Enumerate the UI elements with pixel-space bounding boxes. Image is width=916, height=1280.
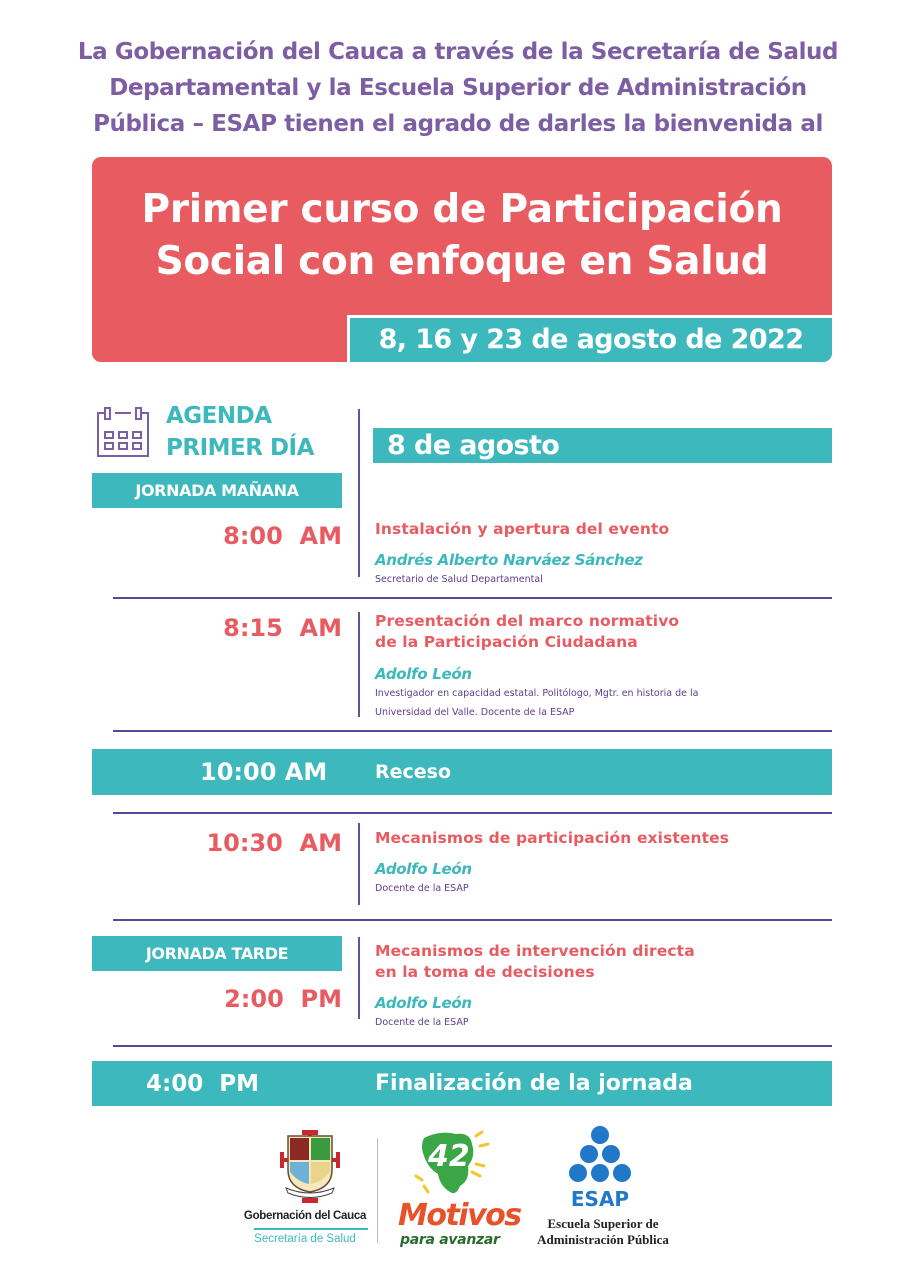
item-time: 8:00 AM: [223, 522, 342, 550]
esap-name-line: Escuela Superior de: [547, 1216, 659, 1231]
motivos-sub: para avanzar: [400, 1232, 500, 1248]
item-time: 8:15 AM: [223, 614, 342, 642]
item-title: Mecanismos de participación existentes: [375, 829, 730, 847]
gobernacion-logo: [240, 1120, 365, 1255]
svg-text:ESAP: ESAP: [570, 1187, 630, 1211]
item-title: de la Participación Ciudadana: [375, 633, 638, 651]
item-title: Mecanismos de intervención directa: [375, 942, 695, 960]
item-role: Investigador en capacidad estatal. Politólogo, Mgtr. en historia de la: [375, 688, 699, 699]
horizontal-divider: [113, 730, 832, 732]
item-speaker: Adolfo León: [375, 994, 472, 1012]
horizontal-divider: [113, 597, 832, 599]
sponsor-logos: [230, 1120, 690, 1260]
break-label: Receso: [375, 761, 452, 783]
closing-label: Finalización de la jornada: [375, 1071, 693, 1096]
agenda-title-line: AGENDA: [166, 403, 272, 429]
horizontal-divider: [113, 919, 832, 921]
vertical-divider: [358, 937, 360, 1019]
break-time: 10:00 AM: [200, 758, 328, 786]
motivos-name: Motivos: [398, 1198, 521, 1233]
item-role: Docente de la ESAP: [375, 1017, 469, 1028]
intro-line: La Gobernación del Cauca a través de la Secretaría de Salud: [77, 39, 839, 65]
gobernacion-sub: Secretaría de Salud: [254, 1233, 356, 1245]
item-speaker: Andrés Alberto Narváez Sánchez: [375, 551, 643, 569]
item-role: Docente de la ESAP: [375, 883, 469, 894]
vertical-divider: [358, 823, 360, 905]
break-band: [92, 749, 832, 795]
agenda-title-line: PRIMER DÍA: [166, 435, 314, 461]
item-speaker: Adolfo León: [375, 860, 472, 878]
session-morning-label: JORNADA MAÑANA: [92, 473, 342, 508]
item-role: Secretario de Salud Departamental: [375, 574, 543, 585]
course-title: [92, 184, 832, 288]
intro-text: [60, 34, 856, 142]
item-title: Instalación y apertura del evento: [375, 520, 670, 538]
horizontal-divider: [113, 1045, 832, 1047]
course-title-line: Social con enfoque en Salud: [155, 239, 769, 284]
session-afternoon-label: JORNADA TARDE: [92, 936, 342, 971]
item-title: en la toma de decisiones: [375, 963, 595, 981]
course-title-line: Primer curso de Participación: [141, 187, 783, 232]
item-speaker: Adolfo León: [375, 665, 472, 683]
esap-dots-icon: [560, 1126, 640, 1216]
item-role: Universidad del Valle. Docente de la ESAP: [375, 707, 575, 718]
coat-of-arms-icon: [280, 1130, 340, 1205]
intro-line: Pública – ESAP tienen el agrado de darles la bienvenida al: [93, 111, 823, 137]
day-heading: 8 de agosto: [373, 428, 832, 463]
cauca-map-icon: [410, 1128, 490, 1200]
horizontal-divider: [113, 812, 832, 814]
esap-name: [528, 1216, 678, 1248]
gobernacion-name: Gobernación del Cauca: [243, 1210, 367, 1222]
gobernacion-rule: [254, 1228, 368, 1230]
logo-divider: [377, 1138, 378, 1243]
vertical-divider: [358, 612, 360, 717]
esap-name-line: Administración Pública: [537, 1232, 669, 1247]
closing-time: 4:00 PM: [146, 1071, 259, 1097]
item-title: Presentación del marco normativo: [375, 612, 680, 630]
course-dates: 8, 16 y 23 de agosto de 2022: [347, 315, 832, 362]
intro-line: Departamental y la Escuela Superior de Administración: [109, 75, 807, 101]
vertical-divider: [358, 409, 360, 577]
motivos-logo: [392, 1126, 521, 1256]
esap-logo: [528, 1120, 688, 1260]
calendar-icon: [96, 406, 150, 458]
closing-band: [92, 1061, 832, 1106]
svg-text:42: 42: [428, 1139, 470, 1174]
item-time: 10:30 AM: [206, 829, 342, 857]
item-time: 2:00 PM: [224, 985, 342, 1013]
agenda-title: [166, 400, 314, 464]
